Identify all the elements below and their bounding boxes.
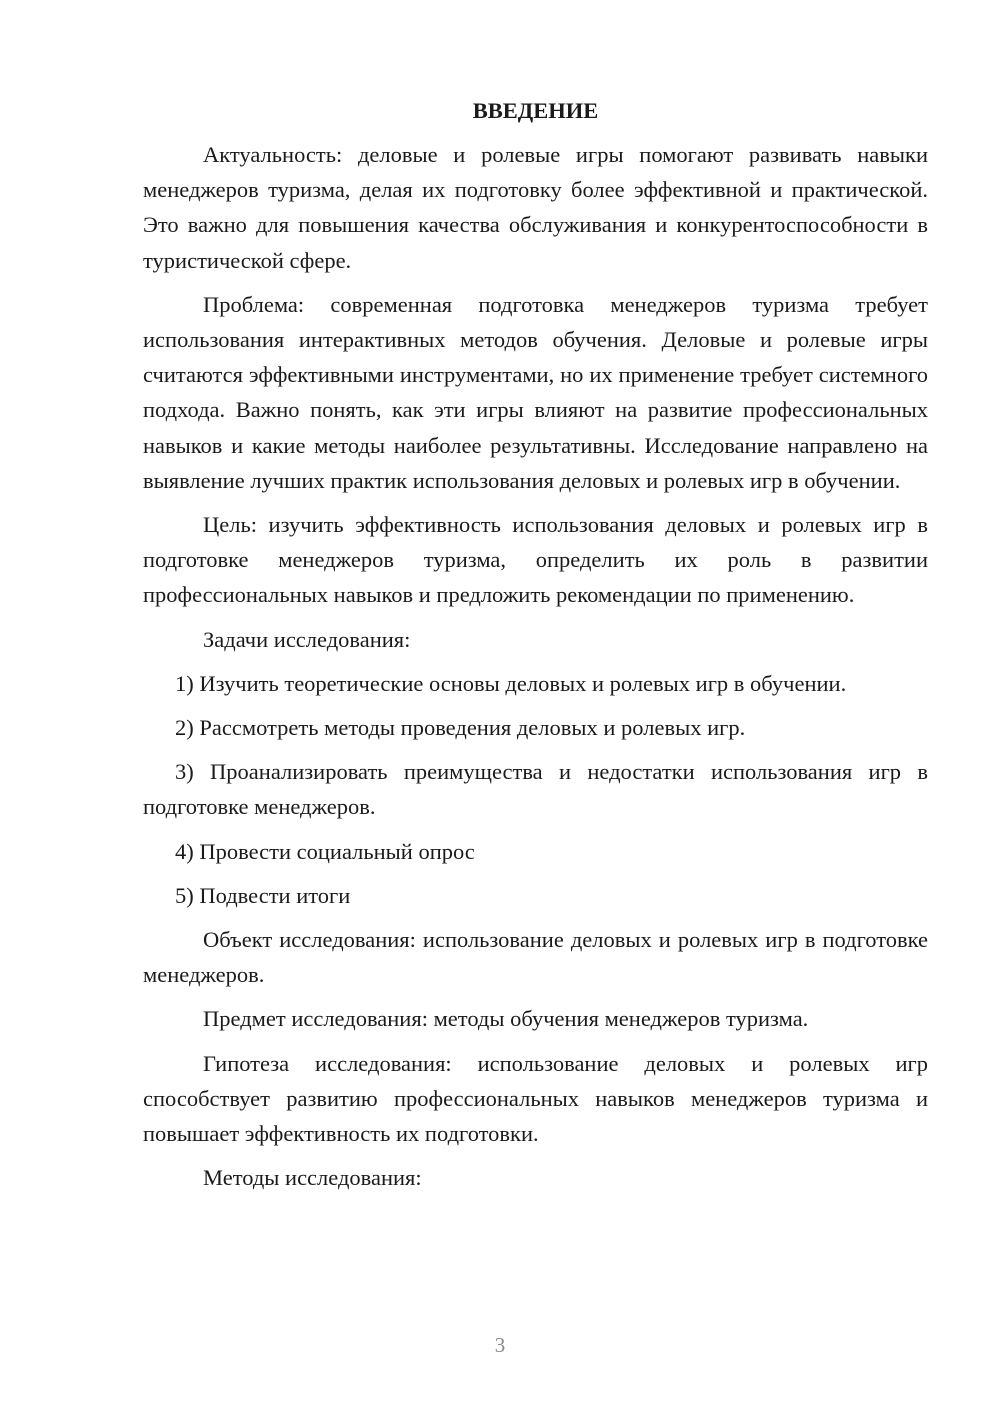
problem-paragraph: Проблема: современная подготовка менеджеров туризма требует использования интерактивных методов обучения. Деловые и ролевые игры считаются эффективными инструментами, но их применение требует системного подхода. Важно понять, как эти игры влияют на развитие профессиональных навыков и какие методы наиболее результативны. Исследование направлено на выявление лучших практик использования деловых и ролевых игр в обучении. <box>143 291 928 493</box>
methods-heading: Методы исследования: <box>203 1165 422 1191</box>
task-item-4: 4) Провести социальный опрос <box>175 838 475 864</box>
object-paragraph: Объект исследования: использование деловых и ролевых игр в подготовке менеджеров. <box>143 927 928 988</box>
document-page <box>143 93 928 1204</box>
task-item-1: 1) Изучить теоретические основы деловых и ролевых игр в обучении. <box>175 670 847 696</box>
subject-paragraph: Предмет исследования: методы обучения менеджеров туризма. <box>203 1006 809 1032</box>
task-item-3: 3) Проанализировать преимущества и недостатки использования игр в подготовке менеджеров. <box>143 759 928 820</box>
task-item-2: 2) Рассмотреть методы проведения деловых и ролевых игр. <box>175 715 746 741</box>
goal-paragraph: Цель: изучить эффективность использования деловых и ролевых игр в подготовке менеджеров туризма, определить их роль в развитии профессиональных навыков и предложить рекомендации по применению. <box>143 512 928 608</box>
page-title: ВВЕДЕНИЕ <box>472 98 599 123</box>
hypothesis-paragraph: Гипотеза исследования: использование деловых и ролевых игр способствует развитию профессиональных навыков менеджеров туризма и повышает эффективность их подготовки. <box>143 1050 928 1147</box>
relevance-paragraph: Актуальность: деловые и ролевые игры помогают развивать навыки менеджеров туризма, делая их подготовку более эффективной и практической. Это важно для повышения качества обслуживания и конкурентоспособности в туристической сфере. <box>143 142 928 273</box>
task-item-5: 5) Подвести итоги <box>175 882 351 908</box>
page-number: 3 <box>494 1333 506 1357</box>
tasks-heading: Задачи исследования: <box>203 626 411 652</box>
